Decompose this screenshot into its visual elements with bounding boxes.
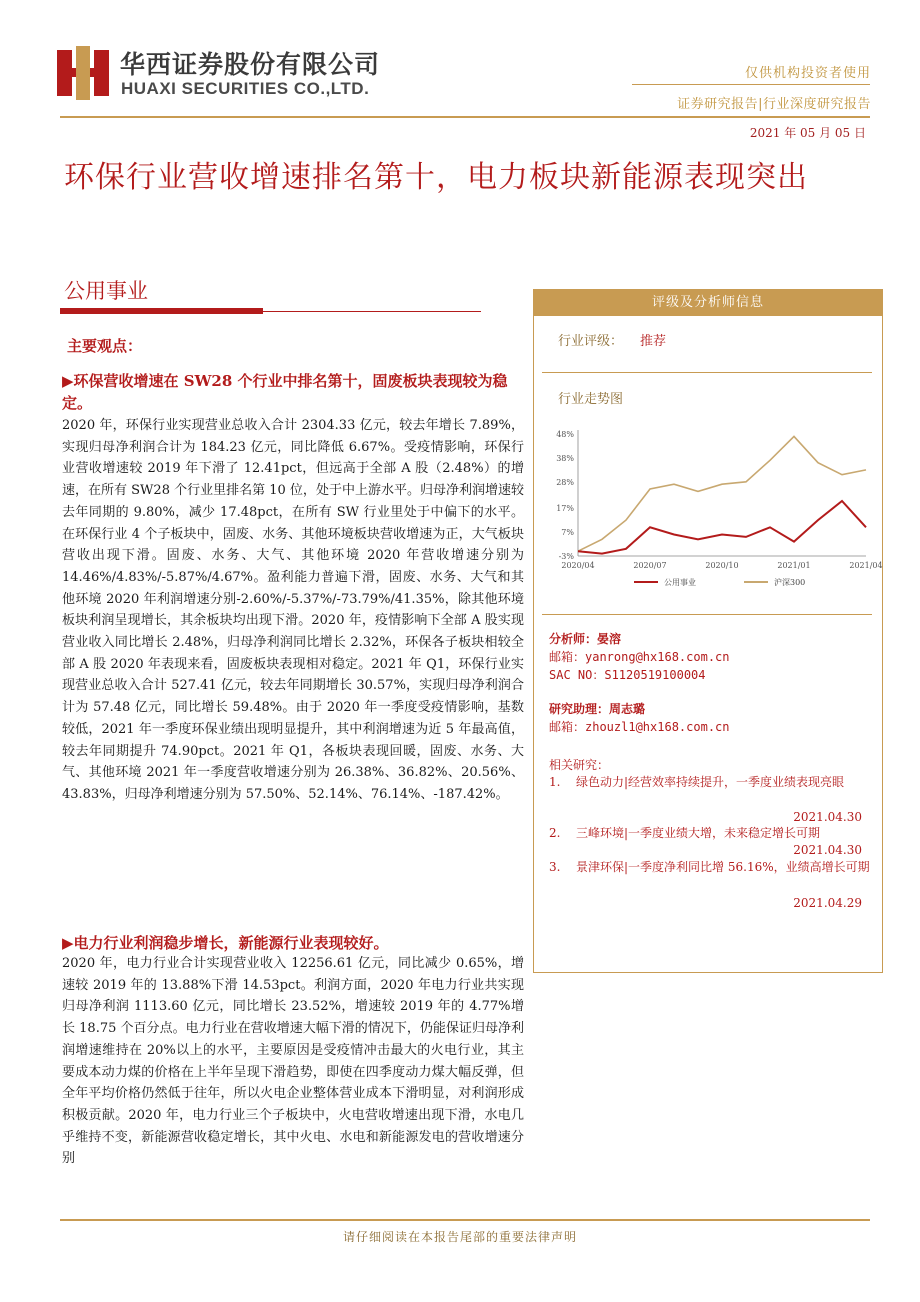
y-tick-label: 7% <box>561 528 574 538</box>
series-line <box>578 501 866 554</box>
section-heading: ▶电力行业利润稳步增长，新能源行业表现较好。 <box>62 934 389 952</box>
legend-label: 沪深300 <box>774 578 806 587</box>
y-tick-label: 28% <box>556 477 574 487</box>
related-item-date: 2021.04.29 <box>793 896 862 910</box>
assistant-name: 研究助理：周志璐 <box>549 702 646 716</box>
related-item-number: 1. <box>549 775 561 789</box>
report-title: 环保行业营收增速排名第十，电力板块新能源表现突出 <box>64 160 808 195</box>
related-item-title[interactable]: 三峰环境|一季度业绩大增，未来稳定增长可期 <box>576 826 821 840</box>
company-name-cn: 华西证券股份有限公司 <box>120 50 381 79</box>
legal-notice: 请仔细阅读在本报告尾部的重要法律声明 <box>342 1230 577 1244</box>
analyst-email[interactable]: 邮箱：yanrong@hx168.com.cn <box>549 650 730 664</box>
trend-chart <box>544 418 883 598</box>
y-tick-label: -3% <box>558 552 574 561</box>
sector-name: 公用事业 <box>64 279 148 303</box>
x-tick-label: 2020/04 <box>561 561 595 570</box>
sector-underline-line <box>263 311 481 312</box>
panel-header: 评级及分析师信息 <box>534 290 882 316</box>
section-heading: ▶环保营收增速在 SW28 个行业中排名第十，固废板块表现较为稳定。 <box>62 372 508 412</box>
rating-value: 推荐 <box>640 334 667 349</box>
section-body: 2020 年，电力行业合计实现营业收入 12256.61 亿元，同比减少 0.65%，增速较 2019 年的 13.88%下滑 14.53pct。利润方面，2020 年电力行业共实现归母净利润 1113.60 亿元，同比增长 23.52%，增速较 2019 年的 4.77%增长 18.75 个百分点。电力行业在营收增速大幅下滑的情况下，仍能保证归母净利润增速维持在 20%以上的水平，主要原因是受疫情冲击最大的火电行业，其主要成本动力煤的价格在上半年呈现下滑趋势，即使在四季度动力煤大幅反弹，但全年平均价格仍然低于往年，所以火电企业整体营业成本下滑明显，对利润形成积极贡献。2020 年，电力行业三个子板块中，火电营收增速出现下滑，水电几乎维持不变，新能源营收稳定增长，其中火电、水电和新能源发电的营收增速分别 <box>62 956 524 1167</box>
footer-rule <box>60 1219 870 1221</box>
related-item-number: 2. <box>549 826 561 840</box>
x-tick-label: 2020/07 <box>633 561 667 570</box>
related-item-date: 2021.04.30 <box>793 810 862 824</box>
huaxi-logo <box>57 46 109 100</box>
related-item-number: 3. <box>549 860 561 874</box>
trend-chart-label: 行业走势图 <box>558 392 624 407</box>
report-type: 证券研究报告|行业深度研究报告 <box>677 97 871 112</box>
analyst-name: 分析师：晏溶 <box>549 632 622 646</box>
rating-label: 行业评级： <box>558 334 624 349</box>
header-divider <box>632 84 870 85</box>
section-body: 2020 年，环保行业实现营业总收入合计 2304.33 亿元，较去年增长 7.89%，实现归母净利润合计为 184.23 亿元，同比降低 6.67%。受疫情影响，环保行业营收增速较 2019 年下滑了 12.41pct，但远高于全部 A 股（2.48%）的增速，在所有 SW28 个行业里排名第 10 位，处于中上游水平。归母净利润增速较去年同期的 9.80%，减少 17.48pct，在所有 SW 行业里处于中偏下的水平。在环保行业 4 个子板块中，固废、水务、其他环境板块营收增速为正，大气板块营收出现下滑。固废、水务、大气、其他环境 2020 年营收增速分别为 14.46%/4.83%/-5.87%/4.67%。盈利能力普遍下滑，固废、水务、大气和其他环境 2020 年利润增速分别-2.60%/-5.37%/-73.79%/41.35%，除其他环境板块利润呈现增长，其余板块均出现下滑。2020 年，疫情影响下全部 A 股实现营业收入同比增长 2.48%，归母净利润同比增长 2.32%，环保各子板块相较全部 A 股 2020 年表现来看，固废板块表现相对稳定。2021 年 Q1，环保行业实现营业总收入合计 527.41 亿元，较去年同期增长 30.57%，实现归母净利润合计为 57.48 亿元，同比增长 59.48%。由于 2020 年一季度受疫情影响，基数较低，2021 年一季度环保业绩出现明显提升，其中利润增速为近 5 年最高值，较去年同期提升 74.90pct。2021 年 Q1，各板块表现回暖，固废、水务、大气、其他环境 2021 年一季度营收增速分别为 26.38%、36.82%、20.56%、43.83%，归母净利增速分别为 57.50%、52.14%、76.14%、-187.42%。 <box>62 418 524 802</box>
report-date: 2021 年 05 月 05 日 <box>749 126 866 140</box>
x-tick-label: 2020/10 <box>705 561 739 570</box>
analyst-sac: SAC NO：S1120519100004 <box>549 668 706 682</box>
y-tick-label: 17% <box>556 504 574 514</box>
header-rule <box>60 116 870 118</box>
panel-divider <box>542 372 872 373</box>
main-points-label: 主要观点： <box>67 337 143 355</box>
related-research-title: 相关研究： <box>549 758 610 772</box>
related-item-title[interactable]: 绿色动力|经营效率持续提升，一季度业绩表现亮眼 <box>576 775 845 789</box>
related-item-title[interactable]: 景津环保|一季度净利同比增 56.16%，业绩高增长可期 <box>576 860 870 874</box>
y-tick-label: 38% <box>556 453 574 463</box>
panel-divider <box>542 614 872 615</box>
x-tick-label: 2021/01 <box>777 561 811 570</box>
y-tick-label: 48% <box>556 430 574 439</box>
related-item-date: 2021.04.30 <box>793 843 862 857</box>
legend-label: 公用事业 <box>664 578 696 587</box>
company-name-en: HUAXI SECURITIES CO.,LTD. <box>121 79 370 98</box>
assistant-email[interactable]: 邮箱：zhouzl1@hx168.com.cn <box>549 720 730 734</box>
x-tick-label: 2021/04 <box>849 561 883 570</box>
sector-underline-bar <box>60 308 263 314</box>
rating-analyst-panel <box>533 289 883 973</box>
investor-notice: 仅供机构投资者使用 <box>744 66 871 81</box>
